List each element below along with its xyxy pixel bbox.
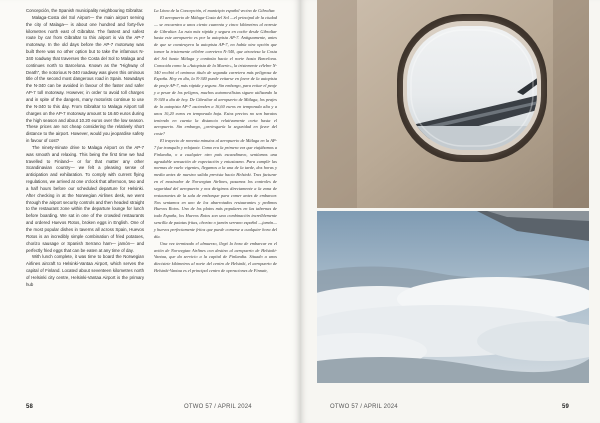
spanish-column [154, 8, 277, 275]
english-paragraph: Malaga-Costa del Sol Airport— the main airport serving the city of Malaga— is about one hundred and forty-five kilometres north east of Gibraltar. The fastest and safest route by car from Gibraltar to this airport is via the AP-7 motorway. In the old days before the AP-7 motorway was built there was no other option but to take the infamous N-340 roadway that traverses the Costa del Sol to Malaga and continues north to Barcelona. Known as the "Highway of Death", the notorious N-340 roadway was given this ominous title of the second most dangerous road in Spain. Nowadays the N-340 can be avoided in favour of the faster and safer AP-7 toll motorway. However, in order to avoid toll charges and in spite of the dangers, many motorists continue to use the N-340 to this day. From Gibraltar to Malaga Airport toll charges on the AP-7 motorway amount to 16.60 euros during the high season and about 10.20 euros over the low season. These prices are not cheap considering the relatively short distance to the airport. However, would you jeopardise safety in favour of cost? [26, 14, 144, 144]
spanish-paragraph: La Línea de la Concepción, el municipio español vecino de Gibraltar. [154, 8, 276, 13]
running-footer: OTWO 57 / APRIL 2024 [330, 404, 398, 410]
english-paragraph: Concepción, the Spanish municipality neighbouring Gibraltar. [26, 8, 144, 13]
aerial-view-photo [317, 211, 589, 383]
spanish-paragraph: El trayecto de noventa minutos al aeropuerto de Málaga en la AP-7 fue tranquilo y relajante. Como era la primera vez que viajábamos a Finlandia, o a cualquier otro país escandinavo, sentíamos una agradable sensación de expectación y entusiasmo. Para cumplir las normas de vuelo vigentes, llegamos a la una de la tarde, dos horas y media antes de nuestra salida prevista hacia Helsinki. Tras facturar en el mostrador de Norwegian Airlines, pasamos los controles de seguridad del aeropuerto y nos dirigimos directamente a la zona de restaurantes de la sala de embarque para comer antes de embarcar. Nos sentamos en uno de los abarrotados restaurantes y pedimos Huevos Rotos. Uno de los platos más populares en las tabernas de toda España, los Huevos Rotos son una combinación increíblemente sencilla de patatas fritas, chorizo o jamón serrano español —jamón— y huevos perfectamente fritos que puede comerse a cualquier hora del día. [154, 138, 277, 239]
english-paragraph: The ninety-minute drive to Malaga Airport on the AP-7 was smooth and relaxing. This being the first time we had travelled to Finland— or for that matter any other Scandinavian country— we felt a pleasing sense of anticipation and exhilaration. To comply with current flying regulations, we arrived at one o'clock that afternoon, two and a half hours before our scheduled departure for Helsinki. After checking in at the Norwegian Airlines desk, we went through the airport security controls and then headed straight to the restaurant zone within the departure lounge for lunch before boarding. We sat in one of the crowded restaurants and ordered Huevos Rotos, broken eggs in English. One of the most popular dishes in taverns all across Spain, Huevos Rotos is an incredibly simple combination of fried potatoes, chorizo sausage or Spanish Serrano ham— jamón— and perfectly fried eggs that can be eaten at any time of day. [26, 144, 144, 253]
airplane-window-photo [317, 0, 589, 208]
page-number: 58 [26, 404, 34, 410]
spanish-paragraph: Una vez terminado el almuerzo, llegó la hora de embarcar en el avión de Norwegian Airlines con destino al aeropuerto de Helsinki-Vantaa, que da servicio a la capital de Finlandia. Situado a unos diecisiete kilómetros al norte del centro de Helsinki, el aeropuerto de Helsinki-Vantaa es el principal centro de operaciones de Finnair, [154, 240, 277, 274]
english-paragraph: With lunch complete, it was time to board the Norwegian Airlines aircraft to Helsinki-Vantaa Airport, which serves the capital of Finland. Located about seventeen kilometres north of Helsinki city centre, Helsinki-Vantaa Airport is the primary hub [26, 254, 144, 287]
spanish-paragraph: El aeropuerto de Málaga-Costa del Sol —el principal de la ciudad— se encuentra a unos ciento cuarenta y cinco kilómetros al noreste de Gibraltar. La ruta más rápida y segura en coche desde Gibraltar hasta este aeropuerto es por la autopista AP-7. Antiguamente, antes de que se construyera la autopista AP-7, no había otra opción que tomar la tristemente célebre carretera N-340, que atraviesa la Costa del Sol hasta Málaga y continúa hacia el norte hasta Barcelona. Conocida como la «Autopista de la Muerte», la tristemente célebre N-340 recibió el ominoso título de segunda carretera más peligrosa de España. Hoy en día, la N-340 puede evitarse en favor de la autopista de peaje AP-7, más rápida y segura. Sin embargo, para evitar el peaje y a pesar de los peligros, muchos automovilistas siguen utilizando la N-340 a día de hoy. De Gibraltar al aeropuerto de Málaga, los peajes de la autopista AP-7 ascienden a 16,60 euros en temporada alta y a unos 10,20 euros en temporada baja. Estos precios no son baratos teniendo en cuenta la distancia relativamente corta hasta el aeropuerto. Sin embargo, ¿arriesgaría la seguridad en favor del coste? [154, 14, 277, 137]
right-page [300, 0, 600, 423]
english-column [26, 8, 144, 289]
running-footer: OTWO 57 / APRIL 2024 [184, 404, 252, 410]
page-number: 59 [562, 404, 570, 410]
